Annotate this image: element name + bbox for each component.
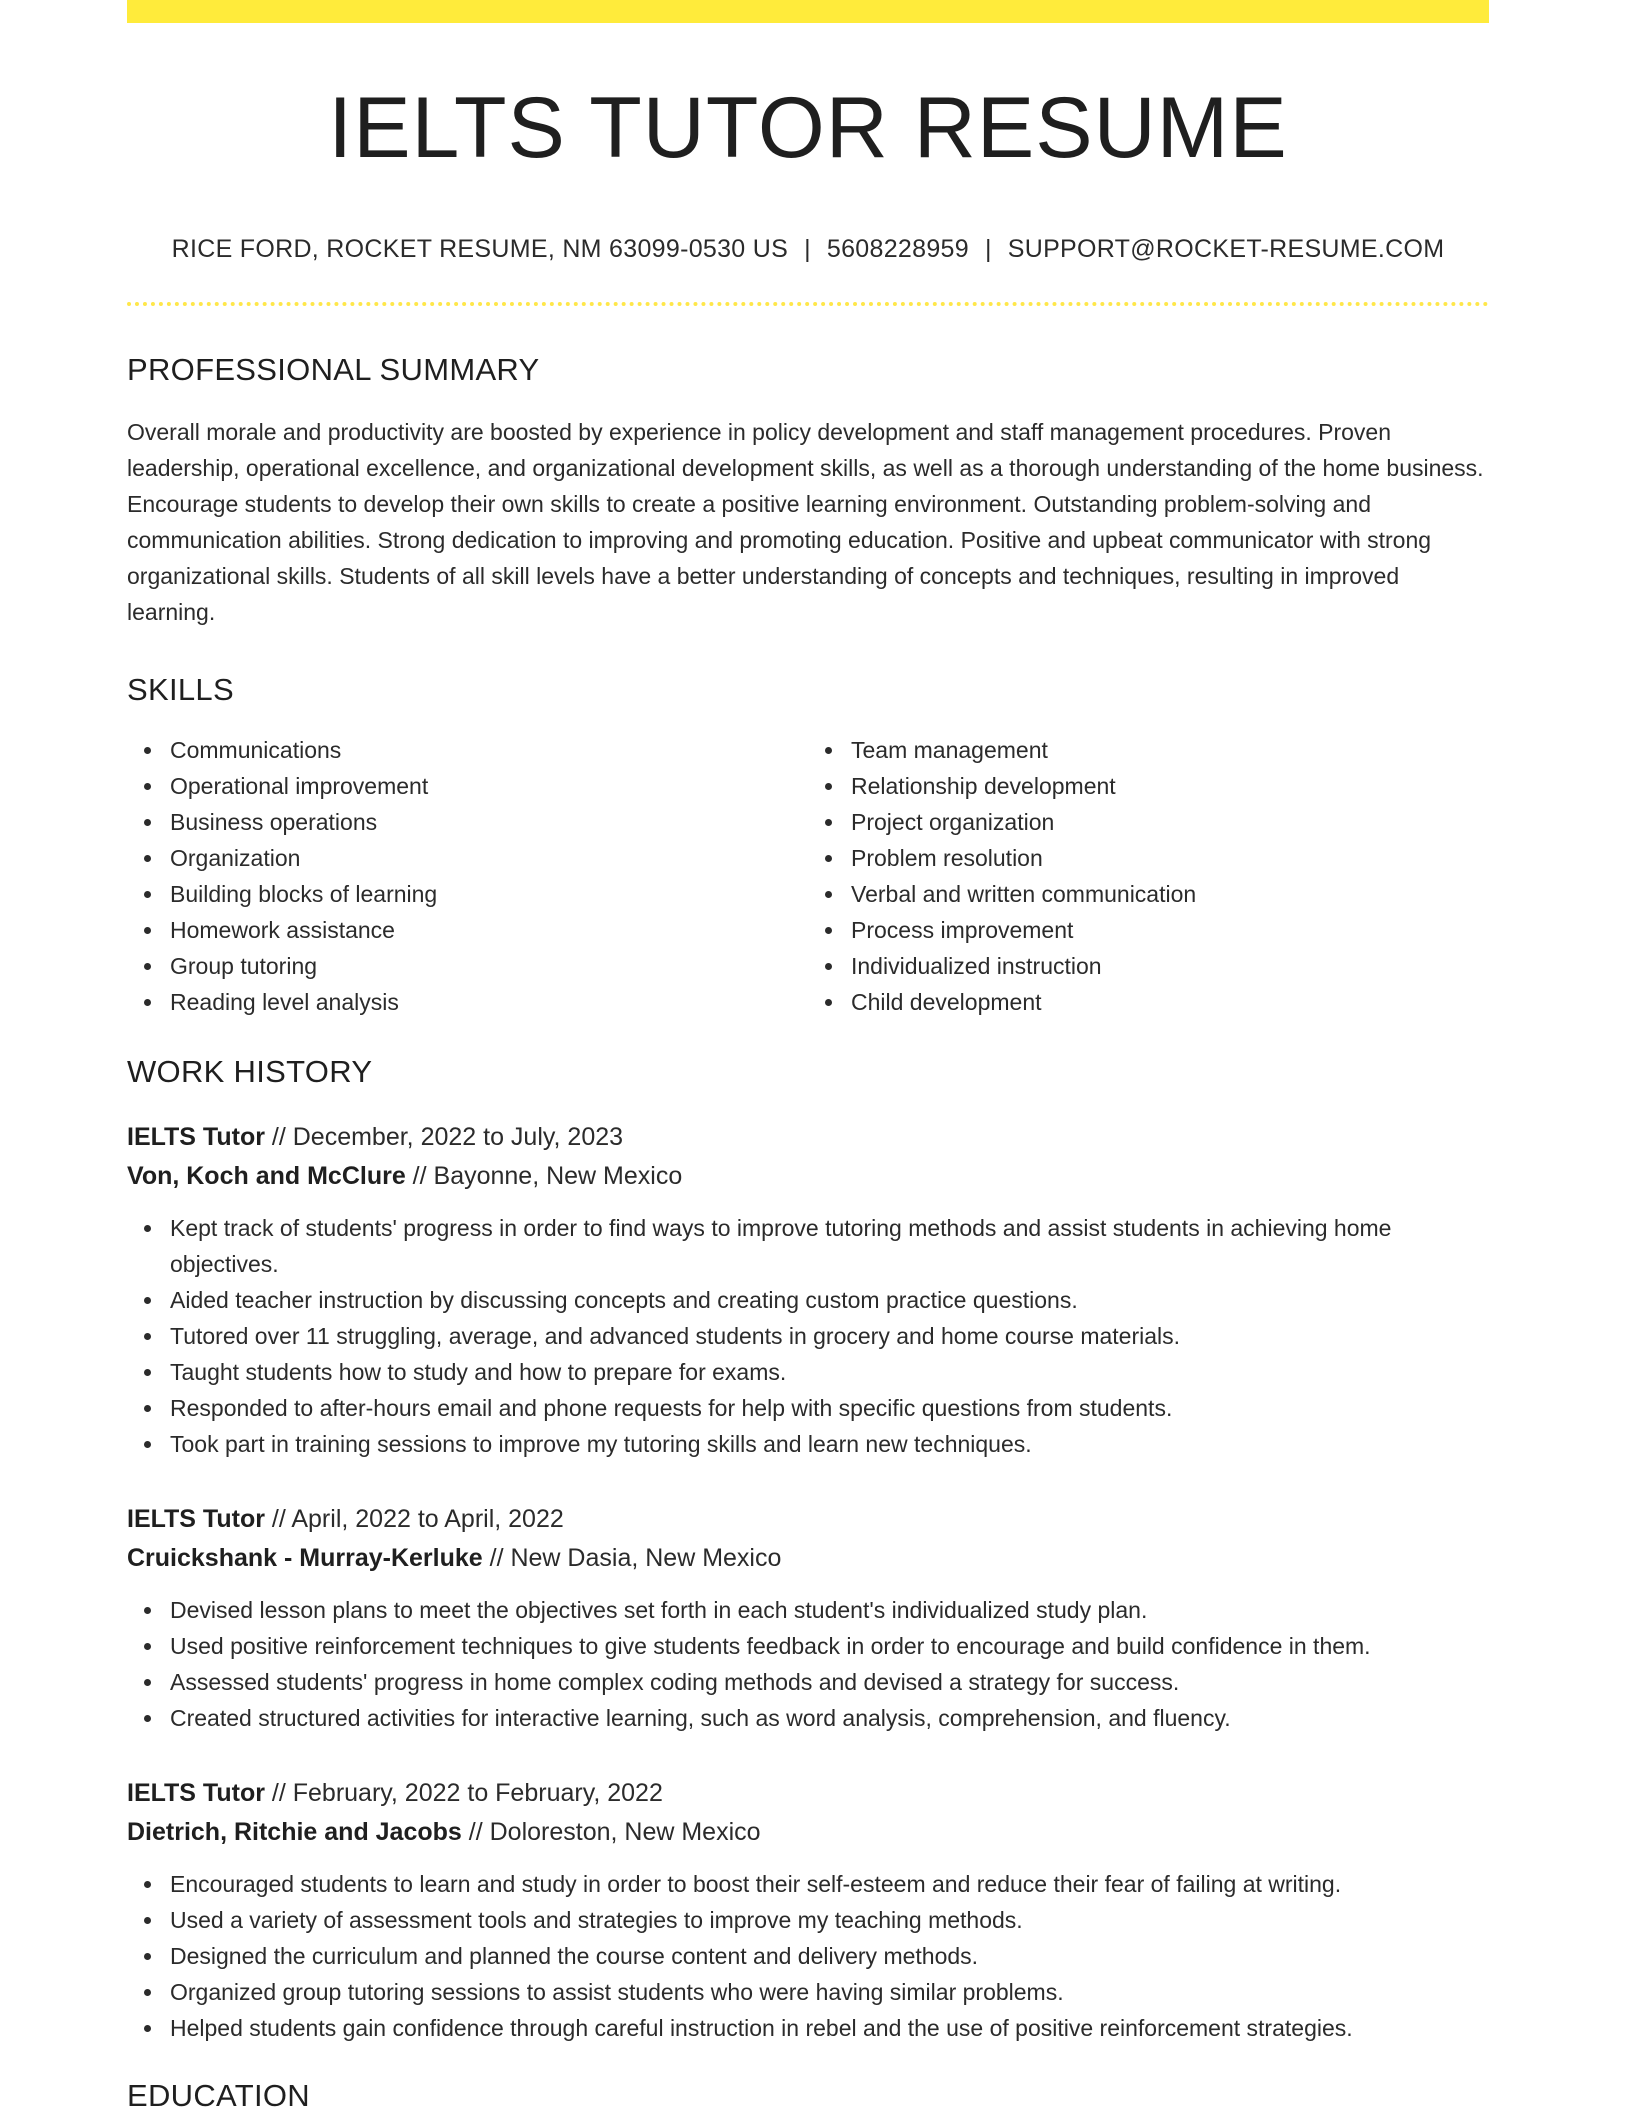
job-location: // New Dasia, New Mexico bbox=[482, 1544, 782, 1572]
job-title-line bbox=[127, 1774, 1489, 1813]
contact-separator: | bbox=[804, 235, 811, 263]
skill-item: Team management bbox=[851, 732, 1489, 768]
summary-heading: PROFESSIONAL SUMMARY bbox=[127, 352, 540, 387]
skill-item: Business operations bbox=[170, 804, 808, 840]
skill-item: Reading level analysis bbox=[170, 984, 808, 1020]
job-company-line bbox=[127, 1539, 1489, 1578]
job-bullet: Responded to after-hours email and phone requests for help with specific questions from students. bbox=[170, 1390, 1489, 1426]
skill-item: Individualized instruction bbox=[851, 948, 1489, 984]
skill-item: Operational improvement bbox=[170, 768, 808, 804]
skill-item: Homework assistance bbox=[170, 912, 808, 948]
job-bullet: Took part in training sessions to improve my tutoring skills and learn new techniques. bbox=[170, 1426, 1489, 1462]
work-history-heading: WORK HISTORY bbox=[127, 1054, 373, 1089]
contact-address: RICE FORD, ROCKET RESUME, NM 63099-0530 US bbox=[171, 235, 789, 263]
skill-item: Relationship development bbox=[851, 768, 1489, 804]
job-title: IELTS Tutor bbox=[127, 1505, 265, 1533]
contact-line bbox=[127, 235, 1489, 264]
skills-heading: SKILLS bbox=[127, 672, 234, 707]
job-entry bbox=[127, 1500, 1489, 1736]
job-bullet: Designed the curriculum and planned the course content and delivery methods. bbox=[170, 1938, 1489, 1974]
job-bullet: Tutored over 11 struggling, average, and advanced students in grocery and home course materials. bbox=[170, 1318, 1489, 1354]
education-heading: EDUCATION bbox=[127, 2078, 310, 2113]
skill-item: Project organization bbox=[851, 804, 1489, 840]
skills-column-left bbox=[127, 732, 808, 1020]
job-bullet: Kept track of students' progress in order to find ways to improve tutoring methods and assist students in achieving home objectives. bbox=[170, 1210, 1489, 1282]
job-bullet-list bbox=[127, 1210, 1489, 1462]
accent-top-bar bbox=[127, 0, 1489, 23]
job-company: Cruickshank - Murray-Kerluke bbox=[127, 1544, 483, 1572]
skill-item: Communications bbox=[170, 732, 808, 768]
job-bullet: Devised lesson plans to meet the objectives set forth in each student's individualized study plan. bbox=[170, 1592, 1489, 1628]
job-company-line bbox=[127, 1157, 1489, 1196]
contact-email: SUPPORT@ROCKET-RESUME.COM bbox=[1007, 235, 1445, 263]
job-title: IELTS Tutor bbox=[127, 1779, 265, 1807]
dotted-divider bbox=[127, 302, 1489, 306]
job-bullet: Created structured activities for interactive learning, such as word analysis, comprehension, and fluency. bbox=[170, 1700, 1489, 1736]
job-title-line bbox=[127, 1500, 1489, 1539]
summary-text: Overall morale and productivity are boosted by experience in policy development and staff management procedures. Proven leadership, operational excellence, and organizational development skills, as well as a thorough understanding of the home business. Encourage students to develop their own skills to create a positive learning environment. Outstanding problem-solving and communication abilities. Strong dedication to improving and promoting education. Positive and upbeat communicator with strong organizational skills. Students of all skill levels have a better understanding of concepts and techniques, resulting in improved learning. bbox=[127, 419, 1484, 625]
resume-title: IELTS TUTOR RESUME bbox=[328, 80, 1288, 176]
skills-grid bbox=[127, 732, 1489, 1020]
job-title: IELTS Tutor bbox=[127, 1123, 265, 1151]
skill-item: Problem resolution bbox=[851, 840, 1489, 876]
skill-item: Process improvement bbox=[851, 912, 1489, 948]
job-bullet: Taught students how to study and how to prepare for exams. bbox=[170, 1354, 1489, 1390]
job-dates: // December, 2022 to July, 2023 bbox=[264, 1123, 624, 1151]
skill-item: Verbal and written communication bbox=[851, 876, 1489, 912]
job-bullet: Helped students gain confidence through careful instruction in rebel and the use of positive reinforcement strategies. bbox=[170, 2010, 1489, 2046]
skill-item: Group tutoring bbox=[170, 948, 808, 984]
job-bullet-list bbox=[127, 1592, 1489, 1736]
job-entry bbox=[127, 1774, 1489, 2046]
job-bullet: Organized group tutoring sessions to assist students who were having similar problems. bbox=[170, 1974, 1489, 2010]
job-entry bbox=[127, 1118, 1489, 1462]
job-location: // Doloreston, New Mexico bbox=[461, 1818, 761, 1846]
job-bullet: Used a variety of assessment tools and strategies to improve my teaching methods. bbox=[170, 1902, 1489, 1938]
job-location: // Bayonne, New Mexico bbox=[405, 1162, 683, 1190]
job-company-line bbox=[127, 1813, 1489, 1852]
skill-item: Child development bbox=[851, 984, 1489, 1020]
skills-column-right bbox=[808, 732, 1489, 1020]
contact-phone: 5608228959 bbox=[826, 235, 969, 263]
job-company: Dietrich, Ritchie and Jacobs bbox=[127, 1818, 462, 1846]
job-bullet: Aided teacher instruction by discussing concepts and creating custom practice questions. bbox=[170, 1282, 1489, 1318]
job-bullet: Used positive reinforcement techniques to give students feedback in order to encourage and build confidence in them. bbox=[170, 1628, 1489, 1664]
contact-separator: | bbox=[984, 235, 992, 263]
job-dates: // February, 2022 to February, 2022 bbox=[264, 1779, 663, 1807]
job-company: Von, Koch and McClure bbox=[127, 1162, 406, 1190]
job-dates: // April, 2022 to April, 2022 bbox=[264, 1505, 564, 1533]
job-bullet: Encouraged students to learn and study in order to boost their self-esteem and reduce their fear of failing at writing. bbox=[170, 1866, 1489, 1902]
job-title-line bbox=[127, 1118, 1489, 1157]
skill-item: Organization bbox=[170, 840, 808, 876]
job-bullet: Assessed students' progress in home complex coding methods and devised a strategy for success. bbox=[170, 1664, 1489, 1700]
job-bullet-list bbox=[127, 1866, 1489, 2046]
skill-item: Building blocks of learning bbox=[170, 876, 808, 912]
resume-page bbox=[127, 0, 1489, 2114]
